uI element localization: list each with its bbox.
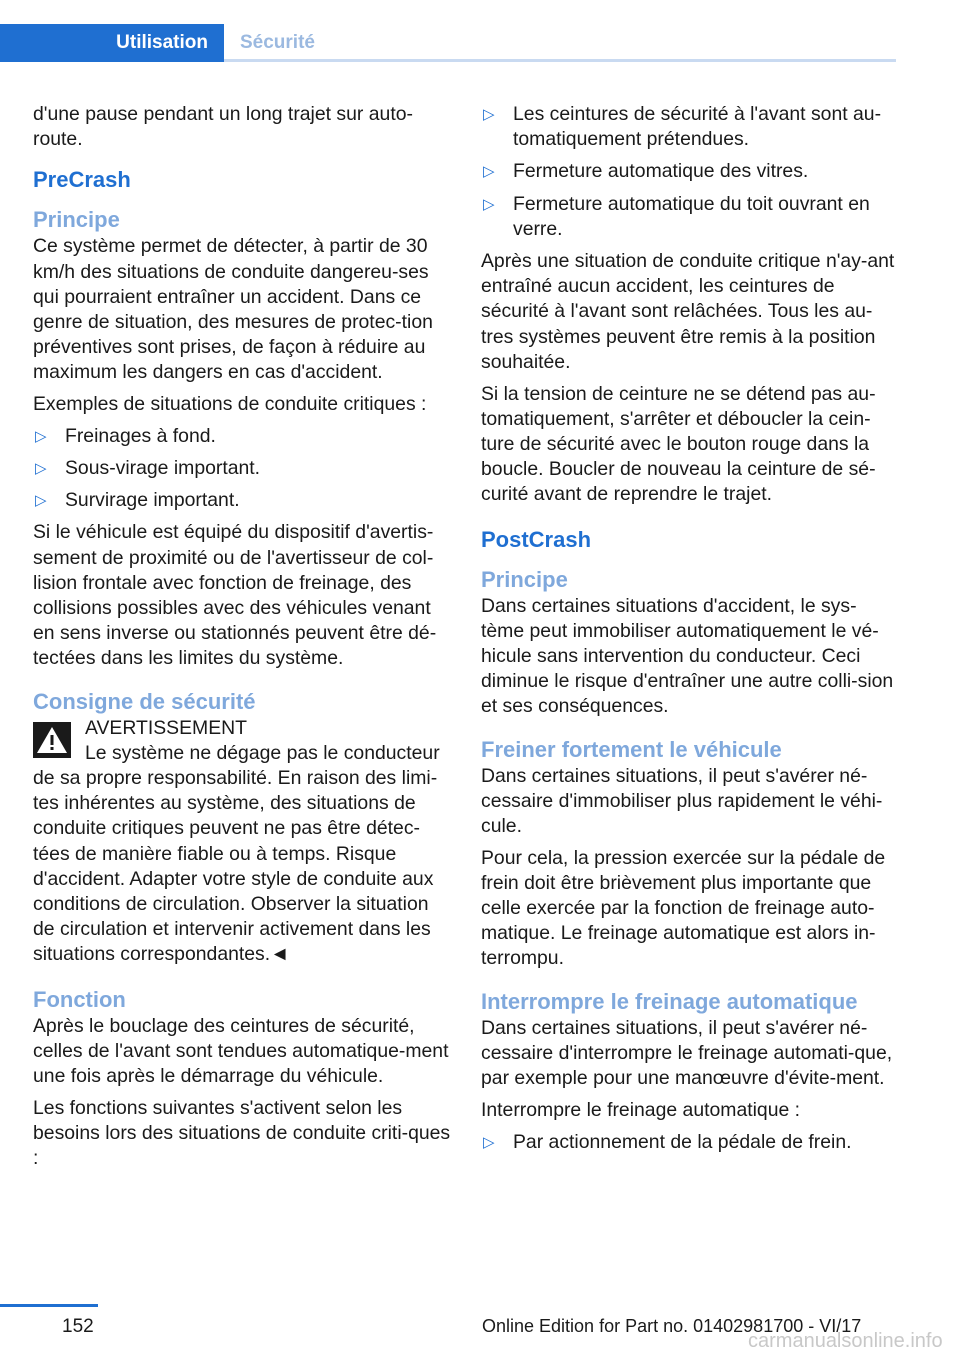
paragraph: Dans certaines situations d'accident, le sys-tème peut immobiliser automatiquement le vé-hicule sans intervention du conducteur. Ceci diminue le risque d'entraîner une autre colli-sion et ses conséquences. — [481, 594, 894, 718]
heading-consigne: Consigne de sécurité — [33, 688, 256, 714]
paragraph: Dans certaines situations, il peut s'avérer né-cessaire d'interrompre le freinage automati-que, par exemple pour une manœuvre d'évite-ment. — [481, 1016, 893, 1090]
triangle-bullet-icon: ▷ — [483, 1133, 495, 1151]
tab-utilisation[interactable]: Utilisation — [0, 24, 224, 62]
heading-principe: Principe — [481, 566, 568, 592]
right-column — [481, 102, 899, 1162]
paragraph: d'une pause pendant un long trajet sur auto-route. — [33, 103, 413, 151]
warning-title: AVERTISSEMENT — [85, 716, 247, 739]
heading-interrompre: Interrompre le freinage automatique — [481, 988, 858, 1014]
paragraph: Exemples de situations de conduite critiques : — [33, 393, 427, 416]
tab-securite[interactable]: Sécurité — [240, 32, 315, 53]
header-tabs — [0, 24, 896, 62]
paragraph: Après une situation de conduite critique n'ay-ant entraîné aucun accident, les ceintures de sécurité à l'avant sont relâchées. Tous les au-tres systèmes peuvent être remis à la position souhaitée. — [481, 250, 895, 373]
heading-precrash: PreCrash — [33, 167, 131, 193]
heading-postcrash: PostCrash — [481, 526, 592, 552]
list-item: ▷ Freinages à fond. — [33, 424, 451, 449]
list-item: ▷ Survirage important. — [33, 488, 451, 513]
list-item: ▷ Les ceintures de sécurité à l'avant sont au-tomatiquement prétendues. — [483, 103, 882, 151]
paragraph: Interrompre le freinage automatique : — [481, 1098, 801, 1121]
paragraph: Dans certaines situations, il peut s'avérer né-cessaire d'immobiliser plus rapidement le véhi-cule. — [481, 764, 883, 837]
triangle-bullet-icon: ▷ — [483, 195, 495, 213]
paragraph: Si le véhicule est équipé du dispositif d'avertis-sement de proximité ou de l'avertisseur de col-lision frontale avec fonction de freinage, des collisions possibles avec des véhicules venant en sens inverse ou stationnés peuvent être dé-tectées dans les limites du système. — [33, 521, 437, 670]
triangle-bullet-icon: ▷ — [35, 492, 47, 510]
heading-freiner: Freiner fortement le véhicule — [481, 736, 782, 762]
paragraph: Les fonctions suivantes s'activent selon les besoins lors des situations de conduite criti-ques : — [33, 1096, 451, 1170]
warning-block — [33, 716, 451, 968]
list-item: ▷ Sous-virage important. — [33, 456, 451, 481]
paragraph: Si la tension de ceinture ne se détend pas au-tomatiquement, s'arrêter et déboucler la cein-ture de sécurité avec le bouton rouge dans la boucle. Boucler de nouveau la ceinture de sé-curité avant de reprendre le trajet. — [481, 382, 876, 506]
list-item: ▷ Fermeture automatique des vitres. — [481, 159, 899, 184]
heading-fonction: Fonction — [33, 986, 126, 1012]
list-item: ▷ Fermeture automatique du toit ouvrant en verre. — [483, 192, 870, 240]
warning-triangle-icon — [33, 722, 71, 758]
bullet-list — [481, 1130, 899, 1155]
warning-body: Le système ne dégage pas le conducteur de sa propre responsabilité. En raison des limi-tes inhérentes au système, des situations de conduite critiques peuvent ne pas être détec-tées de manière fiable ou à temps. Risque d'accident. Adapter votre style de conduite aux conditions de circulation. Observer la situation de circulation et intervenir activement dans les situations correspondantes.◄ — [33, 741, 440, 966]
paragraph: Pour cela, la pression exercée sur la pédale de frein doit être brièvement plus importante que celle exercée par la fonction de freinage auto-matique. Le freinage automatique est alors in-terrompu. — [481, 846, 886, 970]
triangle-bullet-icon: ▷ — [483, 106, 495, 123]
paragraph: Ce système permet de détecter, à partir de 30 km/h des situations de conduite dangereu-ses qui pourraient entraîner un accident. Dans ce genre de situation, des mesures de protec-tion préventives sont prises, de façon à réduire au maximum les dangers en cas d'accident. — [33, 235, 433, 384]
triangle-bullet-icon: ▷ — [35, 460, 47, 478]
triangle-bullet-icon: ▷ — [35, 427, 47, 445]
heading-principe: Principe — [33, 207, 120, 233]
triangle-bullet-icon: ▷ — [483, 163, 495, 181]
list-item: ▷ Par actionnement de la pédale de frein. — [481, 1130, 899, 1155]
edition-text: Online Edition for Part no. 01402981700 - VI/17 — [482, 1316, 862, 1336]
bullet-list — [33, 424, 451, 514]
page-number: 152 — [62, 1316, 94, 1337]
header-rule — [224, 59, 896, 62]
paragraph: Après le bouclage des ceintures de sécurité, celles de l'avant sont tendues automatique-ment une fois après le démarrage du véhicule. — [33, 1014, 449, 1088]
left-column — [33, 102, 451, 1178]
footer-rule — [0, 1304, 98, 1307]
bullet-list — [481, 102, 899, 242]
watermark: carmanualsonline.info — [748, 1330, 943, 1352]
